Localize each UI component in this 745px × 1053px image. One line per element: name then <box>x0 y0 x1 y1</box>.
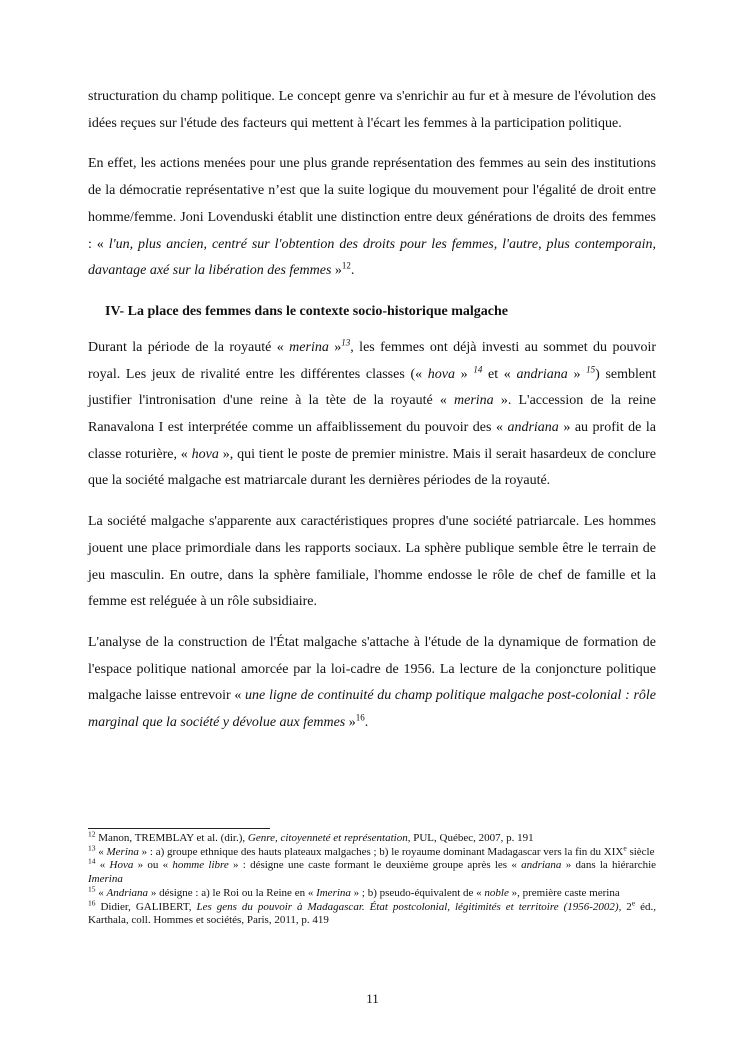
lovenduski-quote: l'un, plus ancien, centré sur l'obtention des droits pour les femmes, l'autre, plus contemporain, davantage axé sur la libération des femmes <box>88 236 656 279</box>
footnote-ref-14: 14 <box>473 363 483 374</box>
footnote-16: $^{16}$ Didier, GALIBERT, Les gens du pouvoir à Madagascar. État postcolonial, légitimités et territoire (1956-2002), 2e éd., Karthala, coll. Hommes et sociétés, Paris, 2011, p. 419 <box>88 897 656 927</box>
footnote-ref-15: 15 <box>586 363 596 374</box>
footnotes <box>88 829 657 928</box>
footnote-ref-13: 13 <box>341 337 351 348</box>
section-heading: IV- La place des femmes dans le contexte socio-historique malgache <box>105 303 508 319</box>
paragraph-3: Durant la période de la royauté « merina »$^{13}$, les femmes ont déjà investi au sommet du pouvoir royal. Les jeux de rivalité entre les différentes classes (« hova » $^{14}$ et « andriana » $^{15}$) semblent justifier l'intronisation d'une reine à la tète de la royauté « merina ». L'accession de la reine Ranavalona I est interprétée comme un affaiblissement du pouvoir des « andriana » au profit de la classe roturière, « hova », qui tient le poste de premier ministre. Mais il serait hasardeux de conclure que la société malgache est matriarcale durant les dernières périodes de la royauté. <box>88 337 657 489</box>
footnote-separator <box>88 828 270 829</box>
page-body <box>88 84 656 737</box>
paragraph-2-text: En effet, les actions menées pour une plus grande représentation des femmes au sein des institutions de la démocratie représentative n’est que la suite logique du mouvement pour l'égalité de droit entre homme/femme. Joni Lovenduski établit une distinction entre deux générations de droits des femmes : « <box>88 156 656 252</box>
footnote-12: $^{12}$ Manon, TREMBLAY et al. (dir.), Genre, citoyenneté et représentation, PUL, Québec, 2007, p. 191 <box>88 829 534 844</box>
footnote-13: $^{13}$ « Merina » : a) groupe ethnique des hauts plateaux malgaches ; b) le royaume dominant Madagascar vers la fin du XIXe siècle <box>88 843 655 858</box>
footnote-15: $^{15}$ « Andriana » désigne : a) le Roi ou la Reine en « Imerina » ; b) pseudo-équivalent de « noble », première caste merina <box>88 884 620 899</box>
page-number: 11 <box>366 991 379 1006</box>
paragraph-2: En effet, les actions menées pour une plus grande représentation des femmes au sein des institutions de la démocratie représentative n’est que la suite logique du mouvement pour l'égalité de droit entre homme/femme. Joni Lovenduski établit une distinction entre deux générations de droits des femmes : « l'un, plus ancien, centré sur l'obtention des droits pour les femmes, l'autre, plus contemporain, davantage axé sur la libération des femmes »$^{12}$. <box>88 156 656 279</box>
footnote-14: $^{14}$ « Hova » ou « homme libre » : désigne une caste formant le deuxième groupe après les « andriana » dans la hiérarchie Imerina <box>88 856 657 886</box>
footnote-ref-12: 12 <box>341 260 351 271</box>
paragraph-1: structuration du champ politique. Le concept genre va s'enrichir au fur et à mesure de l'évolution des idées reçues sur l'étude des facteurs qui mettent à l'écart les femmes à la participation politique. <box>88 89 656 131</box>
paragraph-4: La société malgache s'apparente aux caractéristiques propres d'une société patriarcale. Les hommes jouent une place primordiale dans les rapports sociaux. La sphère publique semble être le terrain de jeu masculin. En outre, dans la sphère familiale, l'homme endosse le rôle de chef de famille et la femme est reléguée à un rôle subsidiaire. <box>88 514 656 610</box>
galibert-quote: une ligne de continuité du champ politique malgache post-colonial : rôle marginal que la société y dévolue aux femmes <box>88 688 656 731</box>
footnote-ref-16: 16 <box>355 712 365 723</box>
paragraph-5: L'analyse de la construction de l'État malgache s'attache à l'étude de la dynamique de formation de l'espace politique national amorcée par la loi-cadre de 1956. La lecture de la conjoncture politique malgache laisse entrevoir « une ligne de continuité du champ politique malgache post-colonial : rôle marginal que la société y dévolue aux femmes »$^{16}$. <box>88 634 656 731</box>
